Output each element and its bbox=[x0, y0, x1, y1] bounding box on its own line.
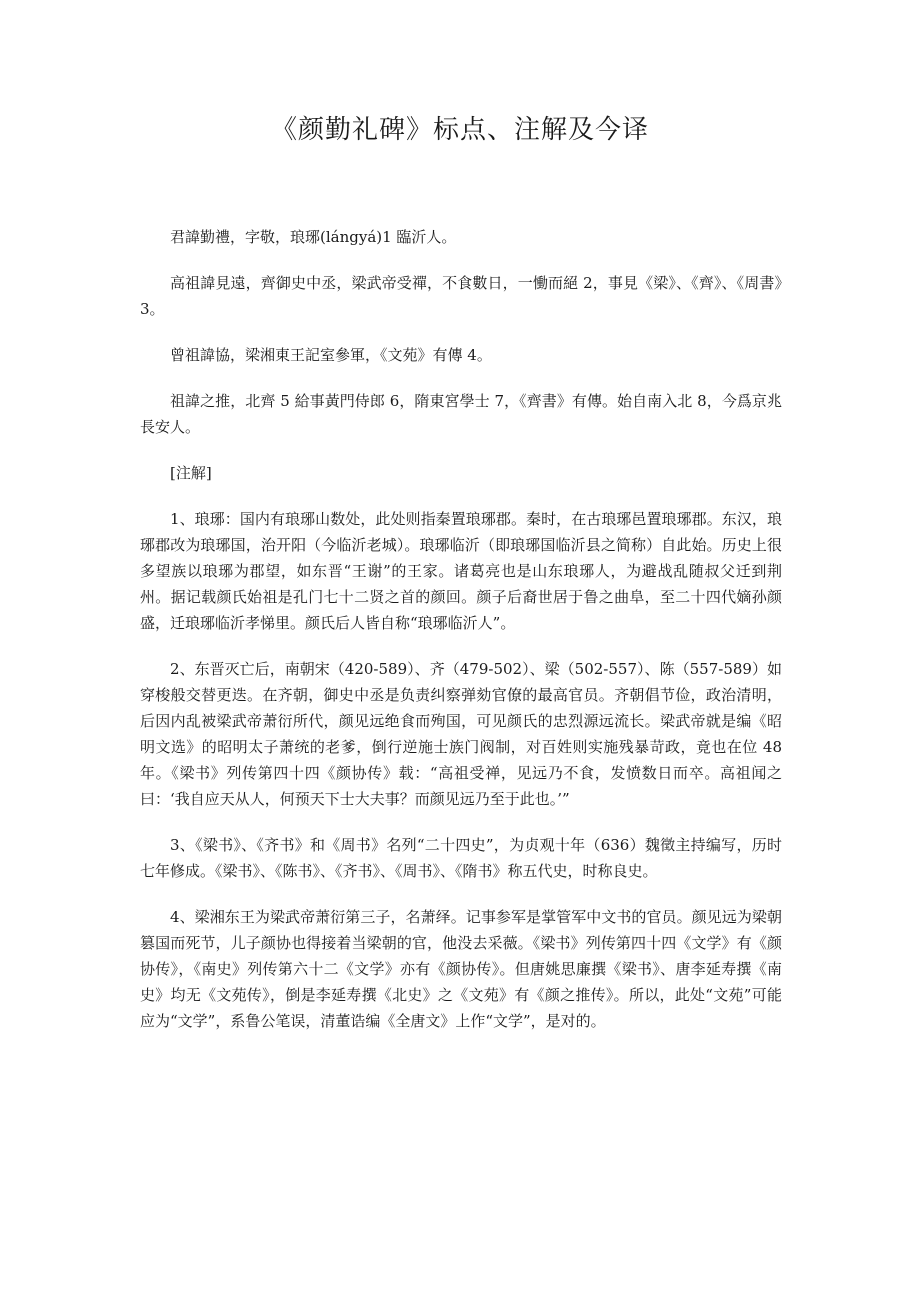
note-4: 4、梁湘东王为梁武帝萧衍第三子，名萧绎。记事参军是掌管军中文书的官员。颜见远为梁朝篡国而死节，儿子颜协也得接着当梁朝的官，他没去采薇。《梁书》列传第四十四《文学》有《颜协传》，《南史》列传第六十二《文学》亦有《颜协传》。但唐姚思廉撰《梁书》、唐李延寿撰《南史》均无《文苑传》，倒是李延寿撰《北史》之《文苑》有《颜之推传》。所以，此处“文苑”可能应为“文学”，系鲁公笔误，清董诰编《全唐文》上作“文学”，是对的。 bbox=[140, 908, 782, 1030]
paragraph-great-grandfather: 曾祖諱協，梁湘東王記室參軍，《文苑》有傳 4。 bbox=[170, 346, 492, 364]
paragraph-grandfather: 祖諱之推，北齊 5 給事黃門侍郎 6，隋東宮學士 7，《齊書》有傳。始自南入北 8，今爲京兆長安人。 bbox=[140, 392, 782, 436]
paragraph-intro: 君諱勤禮，字敬，琅琊(lángyá)1 臨沂人。 bbox=[170, 228, 457, 246]
paragraph-great-great-grandfather: 高祖諱見遠，齊御史中丞，梁武帝受禪，不食數日，一慟而絕 2，事見《梁》、《齊》、《周書》3。 bbox=[140, 274, 782, 318]
document-body bbox=[140, 224, 782, 1054]
note-3: 3、《梁书》、《齐书》和《周书》名列“二十四史”，为贞观十年（636）魏徵主持编写，历时七年修成。《梁书》、《陈书》、《齐书》、《周书》、《隋书》称五代史，时称良史。 bbox=[140, 836, 782, 880]
notes-heading: [注解] bbox=[170, 464, 212, 482]
page-title: 《颜勤礼碑》标点、注解及今译 bbox=[270, 115, 649, 145]
note-1: 1、琅琊：国内有琅琊山数处，此处则指秦置琅琊郡。秦时，在古琅琊邑置琅琊郡。东汉，琅琊郡改为琅琊国，治开阳（今临沂老城）。琅琊临沂（即琅琊国临沂县之简称）自此始。历史上很多望族以琅琊为郡望，如东晋“王谢”的王家。诸葛亮也是山东琅琊人，为避战乱随叔父迁到荆州。据记载颜氏始祖是孔门七十二贤之首的颜回。颜子后裔世居于鲁之曲阜，至二十四代嫡孙颜盛，迁琅琊临沂孝悌里。颜氏后人皆自称“琅琊临沂人”。 bbox=[140, 510, 782, 632]
note-2: 2、东晋灭亡后，南朝宋（420-589）、齐（479-502）、梁（502-557）、陈（557-589）如穿梭般交替更迭。在齐朝，御史中丞是负责纠察弹劾官僚的最高官员。齐朝倡节俭，政治清明，后因内乱被梁武帝萧衍所代，颜见远绝食而殉国，可见颜氏的忠烈源远流长。梁武帝就是编《昭明文选》的昭明太子萧统的老爹，倒行逆施士族门阀制，对百姓则实施残暴苛政，竟也在位 48 年。《梁书》列传第四十四《颜协传》载：“高祖受禅，见远乃不食，发愤数日而卒。高祖闻之曰：‘我自应天从人，何预天下士大夫事？而颜见远乃至于此也。’” bbox=[140, 660, 782, 808]
